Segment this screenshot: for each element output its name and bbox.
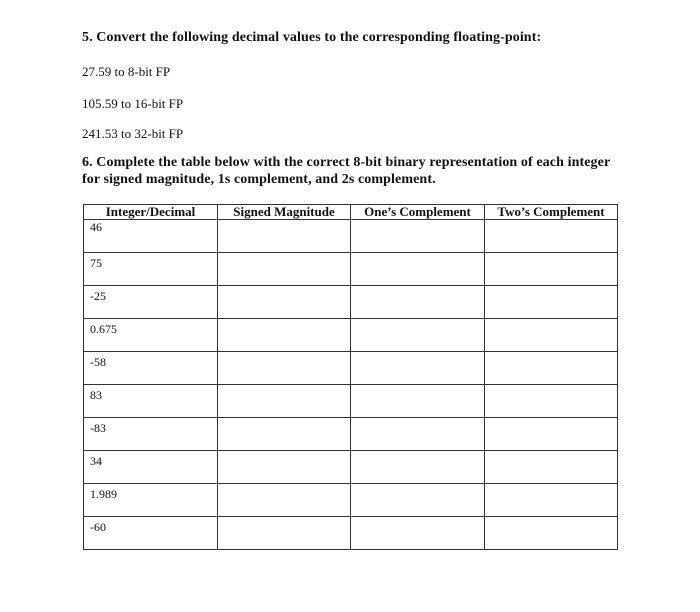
table-row bbox=[84, 319, 618, 352]
twos-complement-cell[interactable] bbox=[485, 253, 618, 286]
decimal-value-cell: 0.675 bbox=[84, 319, 218, 352]
ones-complement-cell[interactable] bbox=[351, 253, 485, 286]
twos-complement-cell[interactable] bbox=[485, 220, 618, 253]
signed-magnitude-cell[interactable] bbox=[218, 451, 351, 484]
question-5-item: 27.59 to 8-bit FP bbox=[82, 64, 171, 79]
twos-complement-cell[interactable] bbox=[485, 286, 618, 319]
table-row bbox=[84, 352, 618, 385]
twos-complement-cell[interactable] bbox=[485, 484, 618, 517]
answer-table bbox=[83, 204, 618, 550]
twos-complement-cell[interactable] bbox=[485, 451, 618, 484]
question-5-item: 241.53 to 32-bit FP bbox=[82, 126, 184, 141]
signed-magnitude-cell[interactable] bbox=[218, 385, 351, 418]
decimal-value-cell: -25 bbox=[84, 286, 218, 319]
ones-complement-cell[interactable] bbox=[351, 286, 485, 319]
table-row bbox=[84, 484, 618, 517]
signed-magnitude-cell[interactable] bbox=[218, 220, 351, 253]
table-row bbox=[84, 253, 618, 286]
signed-magnitude-cell[interactable] bbox=[218, 286, 351, 319]
ones-complement-cell[interactable] bbox=[351, 319, 485, 352]
table-row bbox=[84, 517, 618, 550]
twos-complement-cell[interactable] bbox=[485, 517, 618, 550]
question-6-heading: 6. Complete the table below with the correct 8-bit binary representation of each integer for signed magnitude, 1s complement, and 2s complement. bbox=[82, 155, 611, 187]
ones-complement-cell[interactable] bbox=[351, 220, 485, 253]
header-integer-decimal: Integer/Decimal bbox=[84, 205, 218, 220]
signed-magnitude-cell[interactable] bbox=[218, 484, 351, 517]
header-twos-complement: Two’s Complement bbox=[485, 205, 618, 220]
twos-complement-cell[interactable] bbox=[485, 418, 618, 451]
signed-magnitude-cell[interactable] bbox=[218, 517, 351, 550]
signed-magnitude-cell[interactable] bbox=[218, 253, 351, 286]
signed-magnitude-cell[interactable] bbox=[218, 418, 351, 451]
ones-complement-cell[interactable] bbox=[351, 484, 485, 517]
ones-complement-cell[interactable] bbox=[351, 352, 485, 385]
signed-magnitude-cell[interactable] bbox=[218, 352, 351, 385]
decimal-value-cell: -60 bbox=[84, 517, 218, 550]
decimal-value-cell: 75 bbox=[84, 253, 218, 286]
decimal-value-cell: 34 bbox=[84, 451, 218, 484]
decimal-value-cell: 83 bbox=[84, 385, 218, 418]
table-row bbox=[84, 220, 618, 253]
question-5-item: 105.59 to 16-bit FP bbox=[82, 96, 184, 111]
table-row bbox=[84, 451, 618, 484]
ones-complement-cell[interactable] bbox=[351, 517, 485, 550]
decimal-value-cell: -58 bbox=[84, 352, 218, 385]
table-header-row bbox=[84, 205, 618, 220]
ones-complement-cell[interactable] bbox=[351, 418, 485, 451]
table-row bbox=[84, 385, 618, 418]
twos-complement-cell[interactable] bbox=[485, 385, 618, 418]
header-ones-complement: One’s Complement bbox=[351, 205, 485, 220]
question-5-heading: 5. Convert the following decimal values to the corresponding floating-point: bbox=[82, 30, 542, 45]
header-signed-magnitude: Signed Magnitude bbox=[218, 205, 351, 220]
twos-complement-cell[interactable] bbox=[485, 352, 618, 385]
signed-magnitude-cell[interactable] bbox=[218, 319, 351, 352]
ones-complement-cell[interactable] bbox=[351, 451, 485, 484]
ones-complement-cell[interactable] bbox=[351, 385, 485, 418]
decimal-value-cell: -83 bbox=[84, 418, 218, 451]
twos-complement-cell[interactable] bbox=[485, 319, 618, 352]
decimal-value-cell: 46 bbox=[84, 220, 218, 253]
decimal-value-cell: 1.989 bbox=[84, 484, 218, 517]
table-row bbox=[84, 286, 618, 319]
table-row bbox=[84, 418, 618, 451]
